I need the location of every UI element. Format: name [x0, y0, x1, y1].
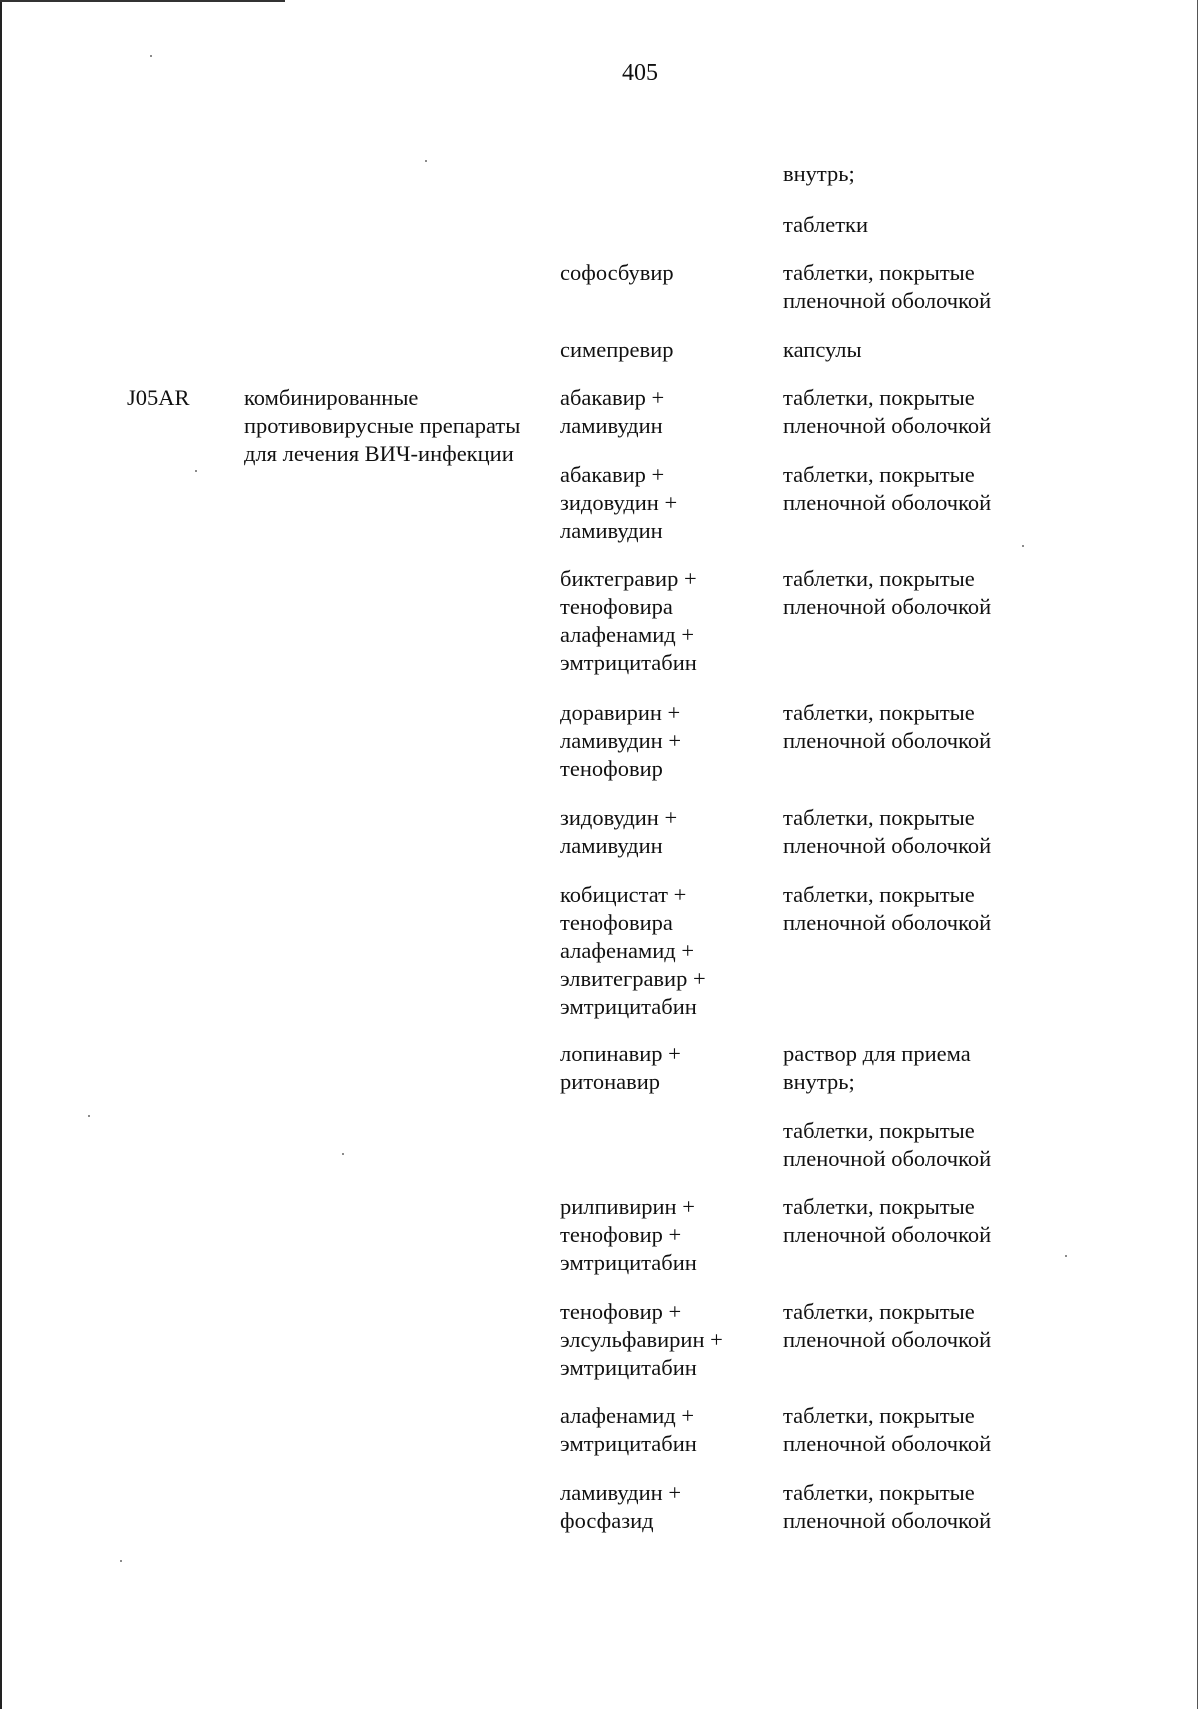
drug-name: тенофовир + элсульфавирин + эмтрицитабин	[560, 1299, 723, 1380]
dosage-form: таблетки, покрытые пленочной оболочкой	[783, 1299, 992, 1352]
dosage-form: таблетки, покрытые пленочной оболочкой	[783, 260, 992, 313]
scan-speck	[342, 1153, 344, 1155]
atc-code: J05AR	[127, 385, 190, 410]
drug-name: рилпивирин + тенофовир + эмтрицитабин	[560, 1194, 697, 1275]
scan-speck	[1022, 545, 1024, 547]
scan-speck	[120, 1560, 122, 1562]
dosage-form: таблетки, покрытые пленочной оболочкой	[783, 1403, 992, 1456]
scan-speck	[425, 160, 427, 162]
drug-name: симепревир	[560, 337, 674, 362]
dosage-form: таблетки, покрытые пленочной оболочкой	[783, 566, 992, 619]
drug-name: кобицистат + тенофовира алафенамид + элвитегравир + эмтрицитабин	[560, 882, 706, 1019]
drug-name: абакавир + зидовудин + ламивудин	[560, 462, 678, 543]
dosage-form: таблетки, покрытые пленочной оболочкой	[783, 1480, 992, 1533]
dosage-form: таблетки, покрытые пленочной оболочкой	[783, 1118, 992, 1171]
drug-name: зидовудин + ламивудин	[560, 805, 678, 858]
page-border-left	[0, 0, 2, 1709]
dosage-form: таблетки, покрытые пленочной оболочкой	[783, 462, 992, 515]
drug-name: биктегравир + тенофовира алафенамид + эмтрицитабин	[560, 566, 697, 675]
page-number: 405	[622, 60, 658, 86]
page-border-right	[1197, 0, 1198, 1709]
drug-name: алафенамид + эмтрицитабин	[560, 1403, 697, 1456]
dosage-form: капсулы	[783, 337, 862, 362]
dosage-form: таблетки, покрытые пленочной оболочкой	[783, 805, 992, 858]
drug-name: ламивудин + фосфазид	[560, 1480, 682, 1533]
dosage-form: внутрь;	[783, 161, 855, 186]
dosage-form: таблетки	[783, 212, 869, 237]
scan-speck	[1065, 1255, 1067, 1257]
pharmacological-group: комбинированные противовирусные препараты для лечения ВИЧ-инфекции	[244, 385, 521, 466]
drug-name: лопинавир + ритонавир	[560, 1041, 681, 1094]
dosage-form: таблетки, покрытые пленочной оболочкой	[783, 700, 992, 753]
scan-speck	[150, 55, 152, 57]
scan-speck	[88, 1115, 90, 1117]
dosage-form: раствор для приема внутрь;	[783, 1041, 971, 1094]
drug-name: доравирин + ламивудин + тенофовир	[560, 700, 682, 781]
dosage-form: таблетки, покрытые пленочной оболочкой	[783, 1194, 992, 1247]
dosage-form: таблетки, покрытые пленочной оболочкой	[783, 882, 992, 935]
dosage-form: таблетки, покрытые пленочной оболочкой	[783, 385, 992, 438]
drug-name: софосбувир	[560, 260, 674, 285]
page-border-top	[0, 0, 285, 2]
scan-speck	[195, 470, 197, 472]
drug-name: абакавир + ламивудин	[560, 385, 665, 438]
